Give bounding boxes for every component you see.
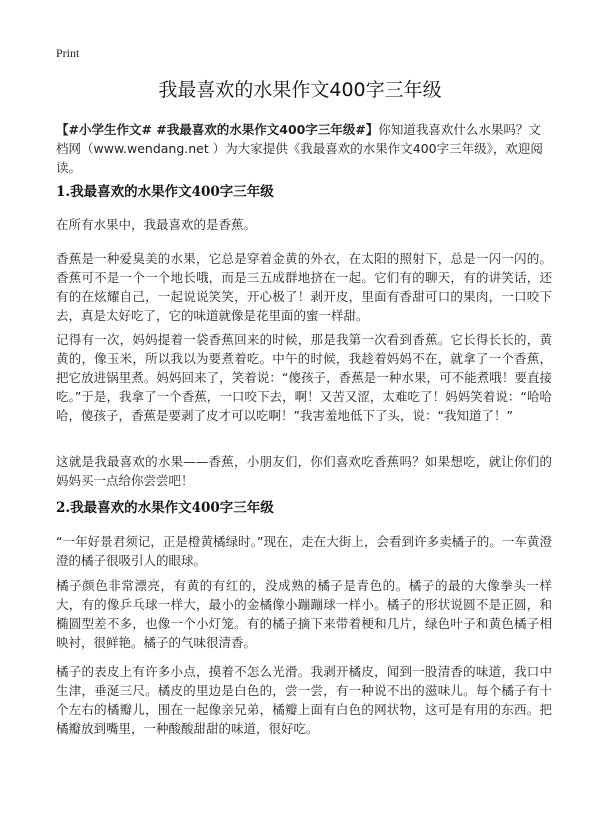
page-title: 我最喜欢的水果作文400字三年级 xyxy=(158,79,442,101)
section-1-paragraph-4: 这就是我最喜欢的水果——香蕉，小朋友们，你们喜欢吃香蕉吗？如果想吃，就让你们的妈妈买一点给你尝尝吧！ xyxy=(56,454,552,488)
section-1-paragraph-1: 在所有水果中，我最喜欢的是香蕉。 xyxy=(56,217,257,232)
section-1-paragraph-2: 香蕉是一种爱臭美的水果，它总是穿着金黄的外衣，在太阳的照射下，总是一闪一闪的。香蕉可不是一个一个地长哦，而是三五成群地挤在一起。它们有的聊天，有的讲笑话，还有的在炫耀自己，一起说说笑笑，开心极了！剥开皮，里面有香甜可口的果肉，一口咬下去，真是太好吃了，它的味道就像是花里面的蜜一样甜。 xyxy=(56,251,552,323)
print-link[interactable]: Print xyxy=(56,46,80,60)
section-2-paragraph-1: “一年好景君须记，正是橙黄橘绿时。”现在，走在大街上，会看到许多卖橘子的。一车黄澄澄的橘子很吸引人的眼球。 xyxy=(56,534,552,568)
section-1-paragraph-3: 记得有一次，妈妈提着一袋香蕉回来的时候，那是我第一次看到香蕉。它长得长长的，黄黄的，像玉米，所以我以为要煮着吃。中午的时候，我趁着妈妈不在，就拿了一个香蕉，把它放进锅里煮。妈妈回来了，笑着说：“傻孩子，香蕉是一种水果，可不能煮哦！要直接吃。”于是，我拿了一个香蕉，一口咬下去，啊！又苦又涩，太难吃了！妈妈笑着说：“哈哈哈，傻孩子，香蕉是要剥了皮才可以吃啊！”我害羞地低下了头，说：“我知道了！” xyxy=(56,332,552,423)
section-2-paragraph-2: 橘子颜色非常漂亮，有黄的有红的，没成熟的橘子是青色的。橘子的最的大像拳头一样大，有的像乒乓球一样大，最小的金橘像小蹦蹦球一样小。橘子的形状说圆不是正圆，和椭圆型差不多，也像一个小灯笼。有的橘子摘下来带着梗和几片，绿色叶子和黄色橘子相映衬，很鲜艳。橘子的气味很清香。 xyxy=(56,578,552,650)
intro-paragraph xyxy=(56,120,552,177)
intro-text: 你知道我喜欢什么水果吗？文档网（www.wendang.net ）为大家提供《我最喜欢的水果作文400字三年级》，欢迎阅读。 xyxy=(56,122,543,175)
section-heading-1: 1.我最喜欢的水果作文400字三年级 xyxy=(56,184,274,200)
intro-tags: 【#小学生作文# #我最喜欢的水果作文400字三年级#】 xyxy=(56,122,379,137)
section-heading-2: 2.我最喜欢的水果作文400字三年级 xyxy=(56,500,274,516)
section-2-paragraph-3: 橘子的表皮上有许多小点，摸着不怎么光滑。我剥开橘皮，闻到一股清香的味道，我口中生津，垂涎三尺。橘皮的里边是白色的，尝一尝，有一种说不出的滋味儿。每个橘子有十个左右的橘瓣儿，围在一起像亲兄弟，橘瓣上面有白色的网状物，这可是有用的东西。把橘瓣放到嘴里，一种酸酸甜甜的味道，很好吃。 xyxy=(56,664,552,736)
